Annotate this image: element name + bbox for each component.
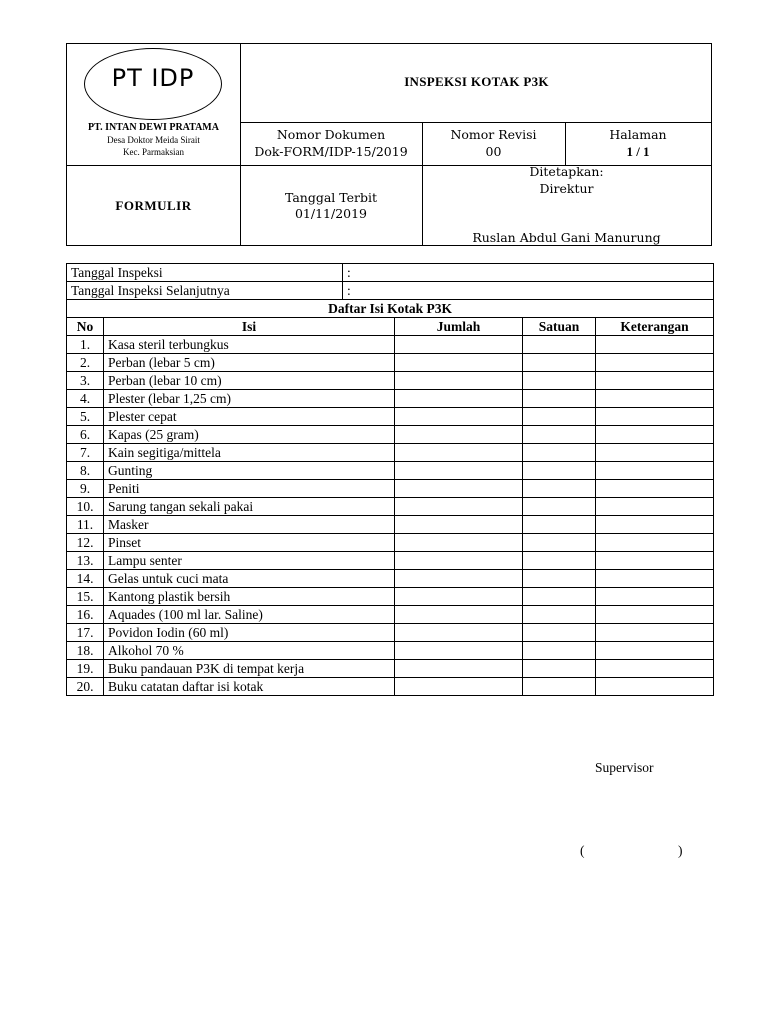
item-keterangan-cell[interactable] [596, 354, 714, 372]
item-jumlah-cell[interactable] [395, 660, 523, 678]
form-type-label: FORMULIR [115, 198, 192, 213]
column-header-no: No [67, 318, 104, 336]
doc-number-label: Nomor Dokumen [276, 127, 386, 142]
column-header-keterangan: Keterangan [596, 318, 714, 336]
item-jumlah-cell[interactable] [395, 390, 523, 408]
item-isi: Kantong plastik bersih [104, 588, 395, 606]
form-title: INSPEKSI KOTAK P3K [404, 74, 549, 89]
item-jumlah-cell[interactable] [395, 480, 523, 498]
item-isi: Sarung tangan sekali pakai [104, 498, 395, 516]
next-inspection-date-row [67, 282, 714, 300]
column-header-satuan: Satuan [523, 318, 596, 336]
item-jumlah-cell[interactable] [395, 642, 523, 660]
item-isi: Perban (lebar 10 cm) [104, 372, 395, 390]
item-satuan-cell[interactable] [523, 444, 596, 462]
item-no: 3. [67, 372, 104, 390]
item-isi: Perban (lebar 5 cm) [104, 354, 395, 372]
table-row [67, 570, 714, 588]
table-row [67, 606, 714, 624]
item-jumlah-cell[interactable] [395, 444, 523, 462]
item-keterangan-cell[interactable] [596, 606, 714, 624]
item-no: 12. [67, 534, 104, 552]
revision-value: 00 [485, 144, 502, 159]
item-no: 17. [67, 624, 104, 642]
item-satuan-cell[interactable] [523, 462, 596, 480]
company-logo [84, 48, 222, 120]
item-keterangan-cell[interactable] [596, 498, 714, 516]
item-no: 9. [67, 480, 104, 498]
list-title-row [67, 300, 714, 318]
item-jumlah-cell[interactable] [395, 426, 523, 444]
item-satuan-cell[interactable] [523, 534, 596, 552]
column-header-jumlah: Jumlah [395, 318, 523, 336]
item-no: 11. [67, 516, 104, 534]
item-keterangan-cell[interactable] [596, 570, 714, 588]
item-keterangan-cell[interactable] [596, 624, 714, 642]
item-satuan-cell[interactable] [523, 570, 596, 588]
doc-number-value: Dok-FORM/IDP-15/2019 [254, 144, 408, 159]
table-row [67, 660, 714, 678]
item-jumlah-cell[interactable] [395, 570, 523, 588]
signature-open-paren: ( [580, 843, 585, 858]
approved-label: Ditetapkan: [529, 164, 604, 179]
item-satuan-cell[interactable] [523, 408, 596, 426]
inspection-date-label: Tanggal Inspeksi [67, 264, 343, 282]
item-keterangan-cell[interactable] [596, 408, 714, 426]
item-satuan-cell[interactable] [523, 678, 596, 696]
item-keterangan-cell[interactable] [596, 372, 714, 390]
item-jumlah-cell[interactable] [395, 606, 523, 624]
item-no: 19. [67, 660, 104, 678]
item-isi: Pinset [104, 534, 395, 552]
item-keterangan-cell[interactable] [596, 426, 714, 444]
item-no: 4. [67, 390, 104, 408]
item-no: 1. [67, 336, 104, 354]
revision-label: Nomor Revisi [450, 127, 537, 142]
item-keterangan-cell[interactable] [596, 534, 714, 552]
table-row [67, 462, 714, 480]
item-jumlah-cell[interactable] [395, 534, 523, 552]
item-no: 13. [67, 552, 104, 570]
item-no: 16. [67, 606, 104, 624]
item-no: 8. [67, 462, 104, 480]
item-isi: Kasa steril terbungkus [104, 336, 395, 354]
item-satuan-cell[interactable] [523, 372, 596, 390]
item-no: 7. [67, 444, 104, 462]
item-no: 2. [67, 354, 104, 372]
item-jumlah-cell[interactable] [395, 552, 523, 570]
item-keterangan-cell[interactable] [596, 390, 714, 408]
item-keterangan-cell[interactable] [596, 588, 714, 606]
table-row [67, 426, 714, 444]
item-keterangan-cell[interactable] [596, 444, 714, 462]
table-row [67, 552, 714, 570]
table-row [67, 354, 714, 372]
approved-role: Direktur [539, 181, 594, 196]
item-isi: Alkohol 70 % [104, 642, 395, 660]
item-satuan-cell[interactable] [523, 516, 596, 534]
table-row [67, 336, 714, 354]
item-jumlah-cell[interactable] [395, 372, 523, 390]
item-keterangan-cell[interactable] [596, 516, 714, 534]
document-header [66, 43, 712, 246]
item-satuan-cell[interactable] [523, 552, 596, 570]
item-isi: Aquades (100 ml lar. Saline) [104, 606, 395, 624]
item-keterangan-cell[interactable] [596, 336, 714, 354]
item-satuan-cell[interactable] [523, 390, 596, 408]
item-no: 15. [67, 588, 104, 606]
item-jumlah-cell[interactable] [395, 678, 523, 696]
item-isi: Peniti [104, 480, 395, 498]
item-isi: Masker [104, 516, 395, 534]
item-keterangan-cell[interactable] [596, 642, 714, 660]
table-row [67, 642, 714, 660]
item-satuan-cell[interactable] [523, 642, 596, 660]
item-isi: Lampu senter [104, 552, 395, 570]
table-row [67, 372, 714, 390]
item-isi: Povidon Iodin (60 ml) [104, 624, 395, 642]
table-row [67, 480, 714, 498]
item-keterangan-cell[interactable] [596, 462, 714, 480]
item-isi: Buku pandauan P3K di tempat kerja [104, 660, 395, 678]
item-isi: Kapas (25 gram) [104, 426, 395, 444]
item-no: 5. [67, 408, 104, 426]
item-jumlah-cell[interactable] [395, 624, 523, 642]
item-isi: Gunting [104, 462, 395, 480]
item-jumlah-cell[interactable] [395, 408, 523, 426]
signature-close-paren: ) [678, 843, 683, 858]
item-keterangan-cell[interactable] [596, 480, 714, 498]
item-keterangan-cell[interactable] [596, 678, 714, 696]
company-address-line2: Kec. Parmaksian [123, 147, 184, 157]
inspection-table [66, 263, 714, 696]
table-row [67, 498, 714, 516]
list-title: Daftar Isi Kotak P3K [67, 300, 714, 318]
inspection-date-value[interactable]: : [343, 264, 714, 282]
table-row [67, 444, 714, 462]
item-satuan-cell[interactable] [523, 660, 596, 678]
item-isi: Plester (lebar 1,25 cm) [104, 390, 395, 408]
item-no: 20. [67, 678, 104, 696]
table-row [67, 408, 714, 426]
item-isi: Gelas untuk cuci mata [104, 570, 395, 588]
item-isi: Plester cepat [104, 408, 395, 426]
item-satuan-cell[interactable] [523, 498, 596, 516]
item-isi: Buku catatan daftar isi kotak [104, 678, 395, 696]
next-inspection-date-value[interactable]: : [343, 282, 714, 300]
item-jumlah-cell[interactable] [395, 354, 523, 372]
item-no: 6. [67, 426, 104, 444]
item-jumlah-cell[interactable] [395, 498, 523, 516]
item-keterangan-cell[interactable] [596, 660, 714, 678]
item-jumlah-cell[interactable] [395, 588, 523, 606]
item-no: 18. [67, 642, 104, 660]
item-isi: Kain segitiga/mittela [104, 444, 395, 462]
supervisor-label: Supervisor [595, 760, 654, 775]
next-inspection-date-label: Tanggal Inspeksi Selanjutnya [67, 282, 343, 300]
item-satuan-cell[interactable] [523, 354, 596, 372]
item-satuan-cell[interactable] [523, 624, 596, 642]
item-jumlah-cell[interactable] [395, 336, 523, 354]
inspection-date-row [67, 264, 714, 282]
item-no: 14. [67, 570, 104, 588]
issue-date-label: Tanggal Terbit [284, 190, 378, 205]
approved-name: Ruslan Abdul Gani Manurung [472, 230, 661, 245]
column-header-row [67, 318, 714, 336]
column-header-isi: Isi [104, 318, 395, 336]
table-row [67, 534, 714, 552]
item-jumlah-cell[interactable] [395, 462, 523, 480]
issue-date-value: 01/11/2019 [294, 206, 368, 221]
item-satuan-cell[interactable] [523, 588, 596, 606]
table-row [67, 390, 714, 408]
page-value: 1 / 1 [626, 144, 650, 159]
table-row [67, 516, 714, 534]
table-row [67, 678, 714, 696]
table-row [67, 588, 714, 606]
table-row [67, 624, 714, 642]
item-jumlah-cell[interactable] [395, 516, 523, 534]
company-address-line1: Desa Doktor Meida Sirait [107, 135, 200, 145]
item-satuan-cell[interactable] [523, 606, 596, 624]
page-label: Halaman [609, 127, 667, 142]
logo-text: PT IDP [111, 64, 195, 92]
item-satuan-cell[interactable] [523, 426, 596, 444]
item-keterangan-cell[interactable] [596, 552, 714, 570]
company-name: PT. INTAN DEWI PRATAMA [88, 122, 219, 133]
item-satuan-cell[interactable] [523, 480, 596, 498]
item-no: 10. [67, 498, 104, 516]
item-satuan-cell[interactable] [523, 336, 596, 354]
